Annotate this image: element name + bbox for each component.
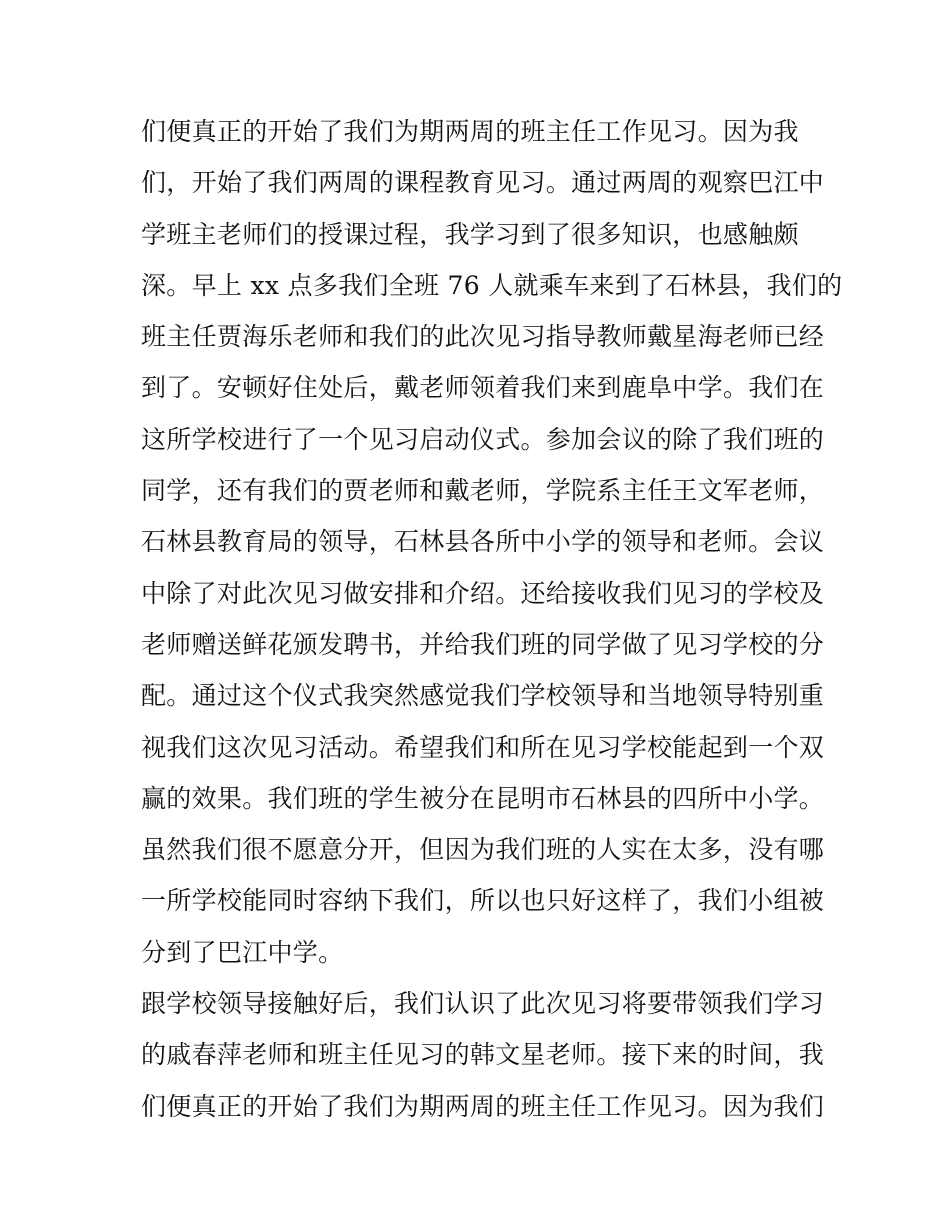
text-line: 赢的效果。我们班的学生被分在昆明市石林县的四所中小学。	[141, 783, 825, 813]
text-line: 一所学校能同时容纳下我们，所以也只好这样了，我们小组被	[141, 886, 825, 916]
text-line: 石林县教育局的领导，石林县各所中小学的领导和老师。会议	[141, 527, 825, 557]
text-line: 班主任贾海乐老师和我们的此次见习指导教师戴星海老师已经	[141, 322, 825, 352]
text-line: 们便真正的开始了我们为期两周的班主任工作见习。因为我	[141, 117, 799, 146]
text-line: 跟学校领导接触好后，我们认识了此次见习将要带领我们学习	[141, 989, 825, 1019]
text-line: 配。通过这个仪式我突然感觉我们学校领导和当地领导特别重	[141, 681, 825, 711]
text-line: 深。早上 xx 点多我们全班 76 人就乘车来到了石林县，我们的	[141, 270, 843, 300]
text-line: 老师赠送鲜花颁发聘书，并给我们班的同学做了见习学校的分	[141, 629, 825, 659]
text-line: 同学，还有我们的贾老师和戴老师，学院系主任王文军老师，	[141, 476, 825, 506]
text-line: 学班主老师们的授课过程，我学习到了很多知识，也感触颇	[141, 219, 799, 249]
text-line: 视我们这次见习活动。希望我们和所在见习学校能起到一个双	[141, 732, 825, 762]
text-line: 们，开始了我们两周的课程教育见习。通过两周的观察巴江中	[141, 168, 825, 198]
body-text	[141, 106, 843, 1132]
text-line: 这所学校进行了一个见习启动仪式。参加会议的除了我们班的	[141, 424, 825, 454]
text-line: 们便真正的开始了我们为期两周的班主任工作见习。因为我们	[141, 1091, 825, 1121]
text-line: 的戚春萍老师和班主任见习的韩文星老师。接下来的时间，我	[141, 1040, 825, 1070]
text-line: 中除了对此次见习做安排和介绍。还给接收我们见习的学校及	[141, 578, 825, 608]
text-line: 分到了巴江中学。	[141, 937, 344, 967]
text-line: 到了。安顿好住处后，戴老师领着我们来到鹿阜中学。我们在	[141, 373, 825, 403]
text-line: 虽然我们很不愿意分开，但因为我们班的人实在太多，没有哪	[141, 835, 825, 865]
